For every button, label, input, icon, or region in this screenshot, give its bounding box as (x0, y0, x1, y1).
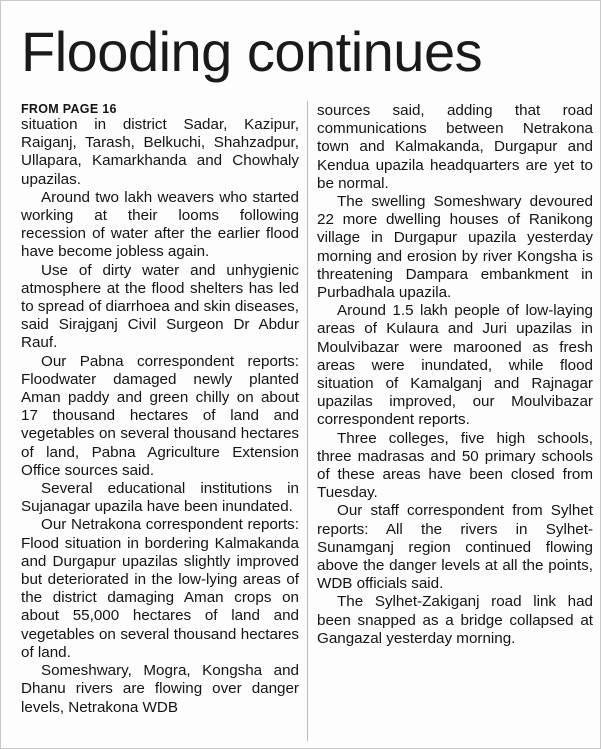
column-divider (307, 101, 308, 741)
paragraph: Our staff correspondent from Sylhet reports: All the rivers in Sylhet-Sunamganj region continued flowing above the danger levels at all the points, WDB officials said. (317, 502, 593, 593)
left-column (21, 102, 299, 717)
paragraph: Around 1.5 lakh people of low-laying areas of Kulaura and Juri upazilas in Moulvibazar were marooned as fresh areas were inundated, while flood situation of Kamalganj and Rajnagar upazilas improved, our Moulvibazar correspondent reports. (317, 302, 593, 429)
paragraph: Three colleges, five high schools, three madrasas and 50 primary schools of these areas have been closed from Tuesday. (317, 429, 593, 502)
paragraph: Use of dirty water and unhygienic atmosphere at the flood shelters has led to spread of diarrhoea and skin diseases, said Sirajganj Civil Surgeon Dr Abdur Rauf. (21, 261, 299, 352)
paragraph: Around two lakh weavers who started working at their looms following recession of water after the earlier flood have become jobless again. (21, 188, 299, 261)
paragraph: situation in district Sadar, Kazipur, Raiganj, Tarash, Belkuchi, Shahzadpur, Ullapara, Kamarkhanda and Chowhaly upazilas. (21, 116, 299, 188)
paragraph: The Sylhet-Zakiganj road link had been snapped as a bridge collapsed at Gangazal yesterday morning. (317, 593, 593, 647)
paragraph: Someshwary, Mogra, Kongsha and Dhanu rivers are flowing over danger levels, Netrakona WDB (21, 662, 299, 716)
kicker-from-page: FROM PAGE 16 (21, 102, 117, 116)
paragraph: Our Pabna correspondent reports: Floodwater damaged newly planted Aman paddy and green chilly on about 17 thousand hectares of land and vegetables on several thousand hectares of land, Pabna Agriculture Extension Office sources said. (21, 352, 299, 479)
right-column (317, 102, 593, 648)
headline: Flooding continues (21, 20, 483, 83)
paragraph: The swelling Someshwary devoured 22 more dwelling houses of Ranikong village in Durgapur upazila yesterday morning and erosion by river Kongsha is threatening Dampara embankment in Purbadhala upazila. (317, 193, 593, 302)
paragraph: sources said, adding that road communications between Netrakona town and Kalmakanda, Durgapur and Kendua upazila headquarters are yet to be normal. (317, 102, 593, 192)
paragraph: Several educational institutions in Sujanagar upazila have been inundated. (21, 480, 299, 516)
paragraph: Our Netrakona correspondent reports: Flood situation in bordering Kalmakanda and Durgapur upazilas slightly improved but deteriorated in the low-lying areas of the district damaging Aman crops on about 55,000 hectares of land and vegetables on several thousand hectares of land. (21, 516, 299, 661)
